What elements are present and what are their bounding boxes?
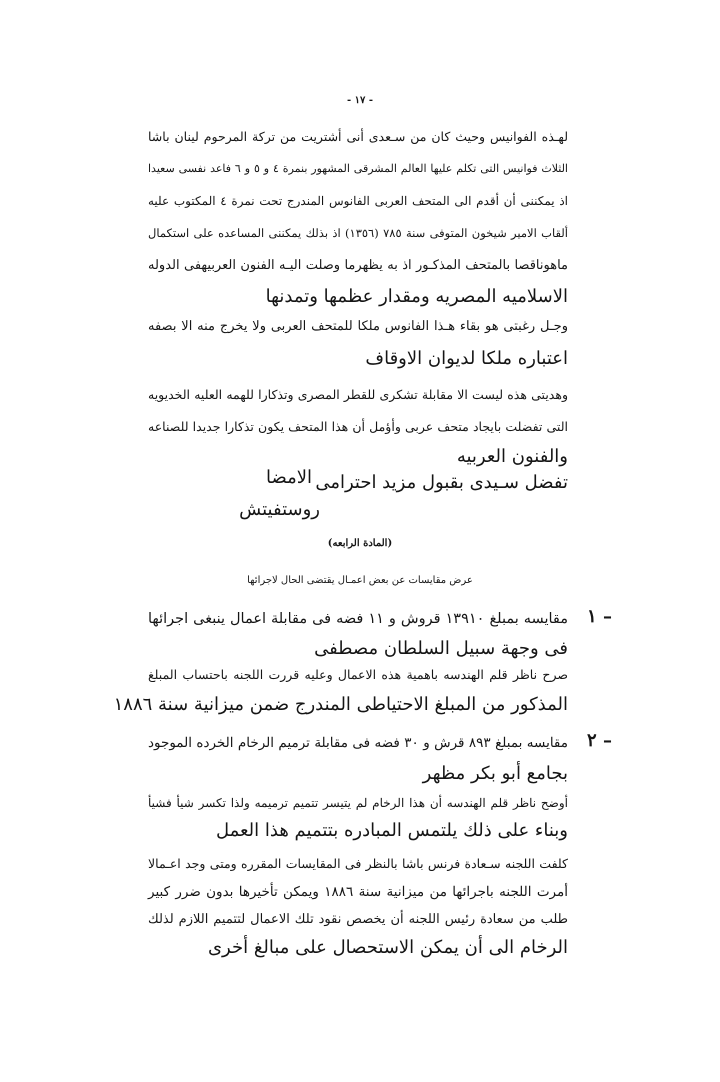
item1-note-line-2: المذكور من المبلغ الاحتياطى المندرج ضمن ميزانية سنة ١٨٨٦ [113,694,568,715]
item1-number: ١ – [587,606,612,627]
para2-line-2: اعتباره ملكا لديوان الاوقاف [365,348,568,369]
para1-line-6: الاسلاميه المصريه ومقدار عظمها وتمدنها [265,286,568,307]
item1-line-2: فى وجهة سبيل السلطان مصطفى [314,638,568,659]
para1-line-2: الثلاث فوانيس التى تكلم عليها العالم المشرقى المشهور بنمرة ٤ و ٥ و ٦ فاعد نفسى سعيدا [148,162,568,175]
final-para-line-1: كلفت اللجنه سـعادة فرنس باشا بالنظر فى المقايسات المقرره ومتى وجد اعـمالا [148,856,568,871]
para1-line-5: ماهوناقصا بالمتحف المذكـور اذ به يظهرما وصلت اليـه الفنون العربيهفى الدوله [148,258,568,273]
item2-line-2: بجامع أبو بكر مظهر [422,763,568,784]
para3-line-1: وهديتى هذه ليست الا مقابلة تشكرى للقطر المصرى وتذكارا للهمه العليه الخديويه [148,387,568,402]
closing-line: تفضل سـيدى بقبول مزيد احترامى [315,472,568,493]
item1-note-line-1: صرح ناظر قلم الهندسه باهمية هذه الاعمال وعليه قررت اللجنه باحتساب المبلغ [148,667,568,682]
signature-name: روستفيتش [239,499,320,520]
item2-note-line-1: أوضح ناظر قلم الهندسه أن هذا الرخام لم يتيسر تتميم ترميمه ولذا تكسر شيأ فشيأ [148,796,568,810]
para1-line-1: لهـذه الفوانيس وحيث كان من سـعدى أنى أشتريت من تركة المرحوم لينان باشا [148,129,568,144]
item2-line-1: مقايسه بمبلغ ٨٩٣ قرش و ٣٠ فضه فى مقابلة ترميم الرخام الخرده الموجود [148,735,568,751]
final-para-line-3: طلب من سعادة رئيس اللجنه أن يخصص نقود تلك الاعمال لتتميم اللازم لذلك [148,912,568,927]
para3-line-2: التى تفضلت بايجاد متحف عربى وأؤمل أن هذا المتحف يكون تذكارا جديدا للصناعه [148,419,568,434]
final-para-line-2: أمرت اللجنه باجرائها من ميزانية سنة ١٨٨٦ ويمكن تأخيرها بدون ضرر كبير [148,884,568,900]
section-subtitle: عرض مقايسات عن بعض اعمـال يقتضى الحال لاجرائها [247,575,473,586]
item1-line-1: مقايسه بمبلغ ١٣٩١٠ قروش و ١١ فضه فى مقابلة اعمال ينبغى اجرائها [148,611,569,627]
signature-label: الامضا [265,467,312,488]
para1-line-3: اذ يمكننى أن أقدم الى المتحف العربى الفانوس المندرج تحت نمرة ٤ المكتوب عليه [148,194,568,208]
item2-number: ٢ – [587,730,612,751]
para1-line-4: ألقاب الامير شيخون المتوفى سنة ٧٨٥ (١٣٥٦) اذ بذلك يمكننى المساعده على استكمال [148,226,568,240]
page-number: - ١٧ - [346,95,374,106]
para2-line-1: وجـل رغبتى هو بقاء هـذا الفانوس ملكا للمتحف العربى ولا يخرج منه الا بصفه [148,319,568,334]
final-para-line-4: الرخام الى أن يمكن الاستحصال على مبالغ أخرى [207,937,568,958]
section-title: (المادة الرابعه) [327,538,393,549]
para3-line-3: والفنون العربيه [456,446,568,467]
item2-note-line-2: وبناء على ذلك يلتمس المبادره بتتميم هذا العمل [215,820,568,841]
